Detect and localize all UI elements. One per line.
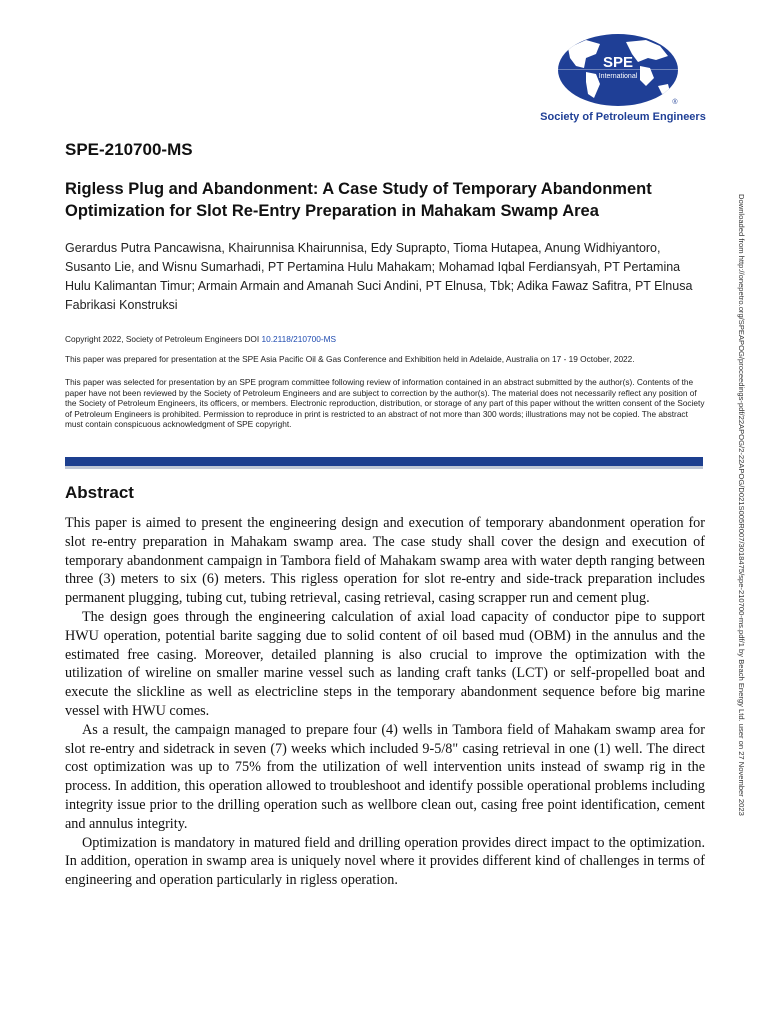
- download-note: Downloaded from http://onepetro.org/SPEAPOG/proceedings-pdf/22APOG/2-22APOG/D021S005R007/3018475/spe-210700-ms.pdf/1 by Beach Energy Ltd. user on 27 November 2023: [737, 194, 746, 816]
- abstract-paragraph: Optimization is mandatory in matured field and drilling operation provides direct impact to the optimization. In addition, operation in swamp area is uniquely novel where it provides different kind of challenges in terms of engineering and operation particularly in rigless operation.: [65, 834, 705, 889]
- doi-link[interactable]: 10.2118/210700-MS: [261, 334, 337, 344]
- presentation-note: This paper was prepared for presentation at the SPE Asia Pacific Oil & Gas Conference and Exhibition held in Adelaide, Australia on 17 - 19 October, 2022.: [65, 354, 635, 364]
- paper-id: SPE-210700-MS: [65, 140, 193, 159]
- copyright-text: Copyright 2022, Society of Petroleum Engineers DOI: [65, 334, 260, 344]
- logo-registered-mark: ®: [672, 99, 678, 106]
- download-sidebar: [734, 194, 754, 834]
- abstract-paragraph: The design goes through the engineering calculation of axial load capacity of conductor pipe to support HWU operation, potential barite sagging due to solid content of oil based mud (OBM) in the annulus and the estimated free casing. Moreover, detailed planning is also crucial to improve the optimization with the utilization of wireline on smaller marine vessel such as landing craft tanks (LCT) or self-propelled boat and execute the slickline as well as electricline steps in the temporary abandonment sequence before big marine vessel with HWU comes.: [65, 608, 705, 719]
- abstract-body: [65, 514, 705, 890]
- abstract-paragraph: As a result, the campaign managed to prepare four (4) wells in Tambora field of Mahakam swamp area for slot re-entry and sidetrack in seven (7) weeks which included 9-5/8" casing retrieval in one (1) well. The direct cost optimization was up to 75% from the utilization of well intervention units instead of swamp rig in the process. In addition, this operation allowed to troubleshoot and identify possible operational problems including integrity issue prior to the drilling operation such as wellbore clean out, casing free point identification, cement and annulus integrity.: [65, 721, 705, 832]
- logo-spe-text: SPE: [602, 54, 634, 71]
- copyright-notice: This paper was selected for presentation by an SPE program committee following review of information contained in an abstract submitted by the author(s). Contents of the paper have not been reviewed by the Society of Petroleum Engineers and are subject to correction by the author(s). The material does not necessarily reflect any position of the Society of Petroleum Engineers, its officers, or members. Electronic reproduction, distribution, or storage of any part of this paper without the written consent of the Society of Petroleum Engineers is prohibited. Permission to reproduce in print is restricted to an abstract of not more than 300 words; illustrations may not be copied. The abstract must contain conspicuous acknowledgment of SPE copyright.: [65, 377, 705, 429]
- author-list: Gerardus Putra Pancawisna, Khairunnisa Khairunnisa, Edy Suprapto, Tioma Hutapea, Anung Widhiyantoro, Susanto Lie, and Wisnu Sumarhadi, PT Pertamina Hulu Mahakam; Mohamad Iqbal Ferdiansyah, PT Pertamina Hulu Kalimantan Timur; Armain Armain and Amanah Suci Andini, PT Elnusa, Tbk; Adika Fawaz Safitra, PT Elnusa Fabrikasi Konstruksi: [65, 241, 693, 312]
- logo-caption: Society of Petroleum Engineers: [540, 111, 706, 123]
- abstract-heading: Abstract: [65, 483, 134, 502]
- logo-international-text: International: [598, 73, 638, 80]
- paper-title: Rigless Plug and Abandonment: A Case Study of Temporary Abandonment Optimization for Slot Re-Entry Preparation in Mahakam Swamp Area: [65, 180, 652, 220]
- globe-icon: [556, 32, 681, 108]
- abstract-paragraph: This paper is aimed to present the engineering design and execution of temporary abandonment operation for slot re-entry preparation in Mahakam swamp area. The case study shall cover the design and execution of temporary abandonment campaign in Tambora field of Mahakam swamp area with water depth ranging between three (3) meters to six (6) meters. This rigless operation for slot re-entry and side-track preparation includes permanent plugging, tubing cut, tubing retrieval, casing retrieval, casing scrapper run and cement plug.: [65, 515, 705, 607]
- spe-logo: [538, 32, 708, 127]
- copyright-line: [65, 334, 705, 345]
- section-divider: [65, 457, 703, 469]
